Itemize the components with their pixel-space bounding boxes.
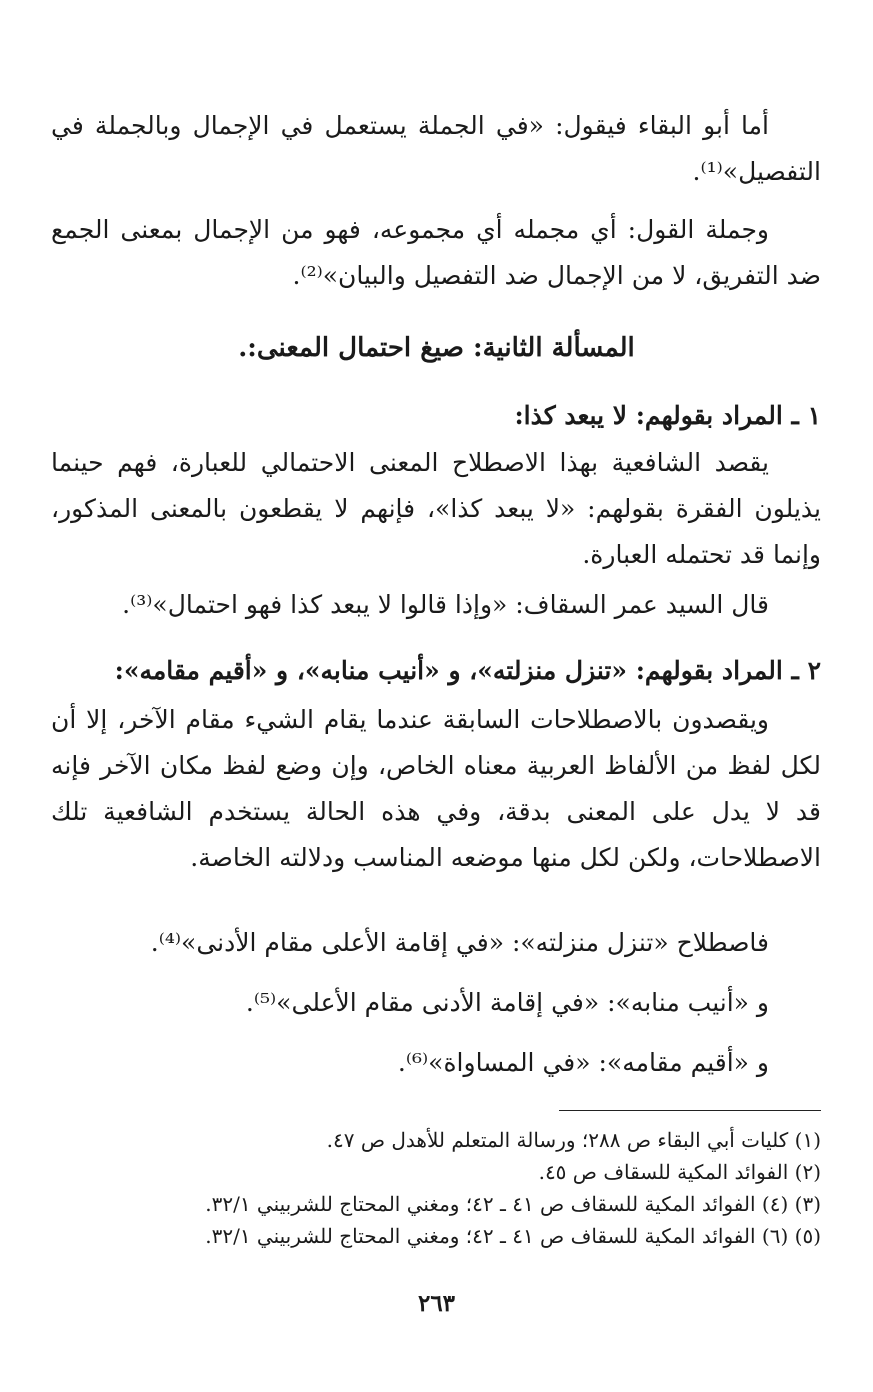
footnote-5-6: (٥) (٦) الفوائد المكية للسقاف ص ٤١ ـ ٤٢؛ ومغني المحتاج للشربيني ٣٢/١. bbox=[205, 1224, 821, 1248]
quote-al-saqqaf: قال السيد عمر السقاف: «وإذا قالوا لا يبعد كذا فهو احتمال»⁽³⁾. bbox=[122, 590, 769, 619]
subheading-tunazzal: ٢ ـ المراد بقولهم: «تنزل منزلته»، و «أنيب منابه»، و «أقيم مقامه»: bbox=[114, 656, 821, 685]
section-heading: المسألة الثانية: صيغ احتمال المعنى:. bbox=[238, 333, 635, 363]
subheading-la-yabud: ١ ـ المراد بقولهم: لا يبعد كذا: bbox=[514, 401, 821, 430]
footnote-1: (١) كليات أبي البقاء ص ٢٨٨؛ ورسالة المتعلم للأهدل ص ٤٧. bbox=[326, 1128, 821, 1152]
page-number: ٢٦٣ bbox=[417, 1290, 456, 1317]
paragraph-istilahat: ويقصدون بالاصطلاحات السابقة عندما يقام الشيء مقام الآخر، إلا أن لكل لفظ من الألفاظ العربية معناه الخاص، وإن وضع لفظ مكان الآخر فإنه قد لا يدل على المعنى بدقة، وفي هذه الحالة يستخدم الشافعية تلك الاصطلاحات، ولكن لكل منها موضعه المناسب ودلالته الخاصة. bbox=[51, 705, 821, 872]
footnote-2: (٢) الفوائد المكية للسقاف ص ٤٥. bbox=[538, 1160, 821, 1184]
definition-unib: و «أنيب منابه»: «في إقامة الأدنى مقام الأعلى»⁽⁵⁾. bbox=[245, 988, 769, 1017]
definition-tunazzal: فاصطلاح «تنزل منزلته»: «في إقامة الأعلى مقام الأدنى»⁽⁴⁾. bbox=[150, 928, 769, 957]
paragraph-ihtimal: يقصد الشافعية بهذا الاصطلاح المعنى الاحتمالي للعبارة، فهم حينما يذيلون الفقرة بقولهم: «لا يبعد كذا»، فإنهم لا يقطعون بالمعنى المذكور، وإنما قد تحتمله العبارة. bbox=[51, 448, 821, 569]
definition-uqim: و «أقيم مقامه»: «في المساواة»⁽⁶⁾. bbox=[397, 1048, 769, 1077]
footnote-divider bbox=[559, 1110, 821, 1111]
paragraph-abu-al-baqa: أما أبو البقاء فيقول: «في الجملة يستعمل في الإجمال وبالجملة في التفصيل»⁽¹⁾. bbox=[51, 111, 821, 186]
paragraph-jumlat-al-qawl: وجملة القول: أي مجمله أي مجموعه، فهو من الإجمال بمعنى الجمع ضد التفريق، لا من الإجمال ضد التفصيل والبيان»⁽²⁾. bbox=[51, 215, 821, 290]
footnote-3-4: (٣) (٤) الفوائد المكية للسقاف ص ٤١ ـ ٤٢؛ ومغني المحتاج للشربيني ٣٢/١. bbox=[205, 1192, 821, 1216]
